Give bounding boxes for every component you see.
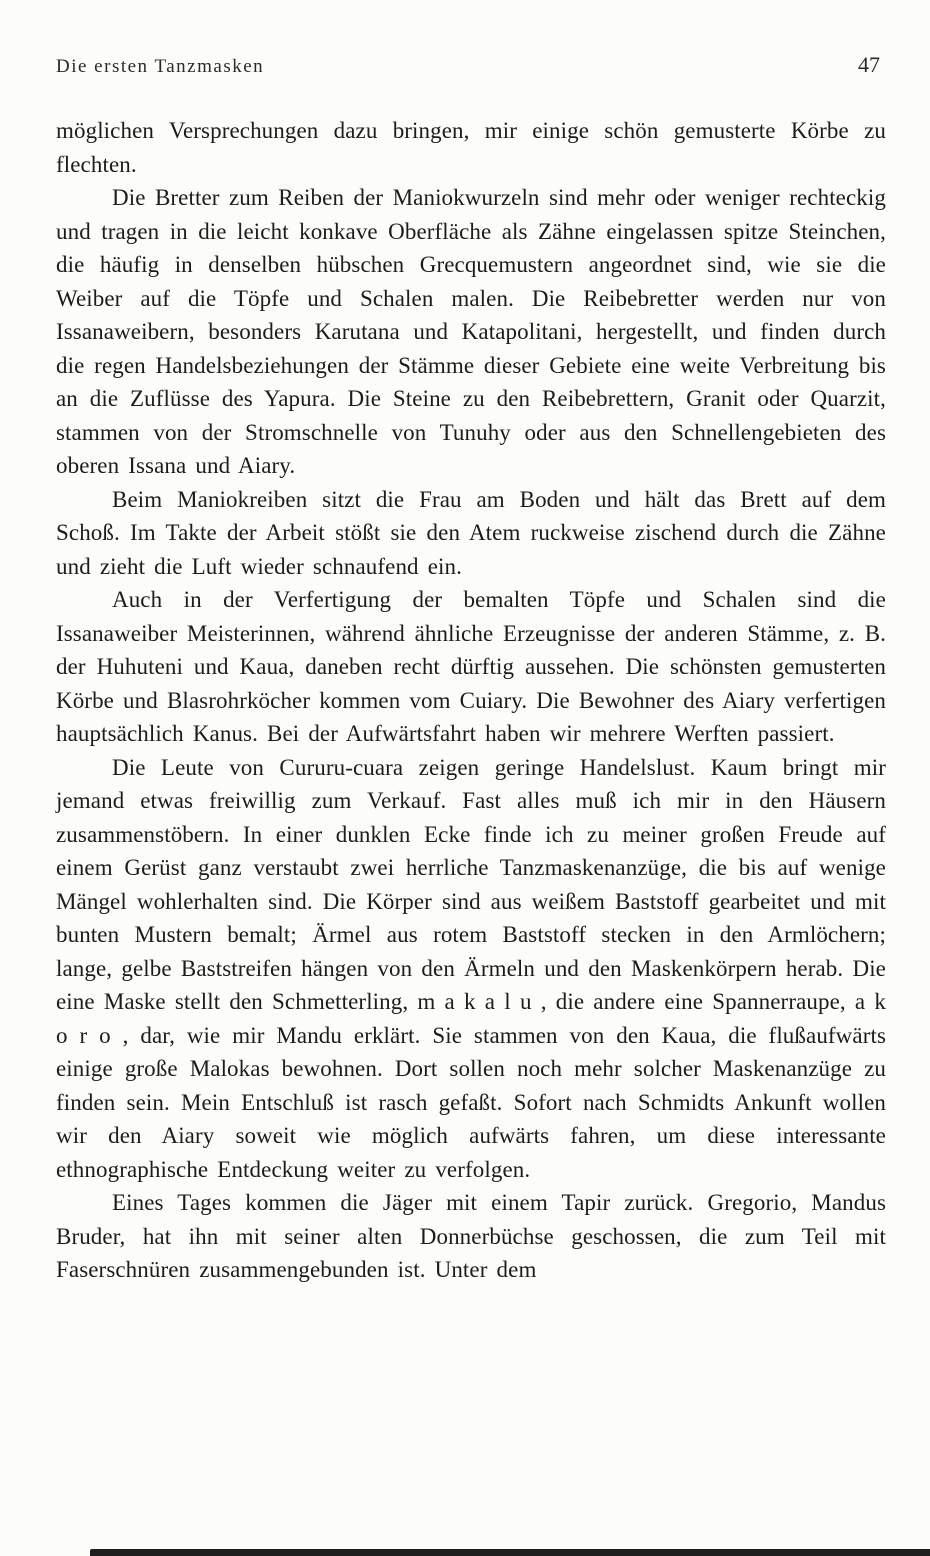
paragraph: Die Leute von Cururu-cuara zeigen geringe Handelslust. Kaum bringt mir jemand etwas freiwillig zum Verkauf. Fast alles muß ich mir in den Häusern zusammenstöbern. In einer dunklen Ecke finde ich zu meiner großen Freude auf einem Gerüst ganz verstaubt zwei herrliche Tanzmaskenanzüge, die bis auf wenige Mängel wohlerhalten sind. Die Körper sind aus weißem Baststoff gearbeitet und mit bunten Mustern bemalt; Ärmel aus rotem Baststoff stecken in den Armlöchern; lange, gelbe Baststreifen hängen von den Ärmeln und den Maskenkörpern herab. Die eine Maske stellt den Schmetterling, m a k a l u , die andere eine Spannerraupe, a k o r o , dar, wie mir Mandu erklärt. Sie stammen von den Kaua, die flußaufwärts einige große Malokas bewohnen. Dort sollen noch mehr solcher Maskenanzüge zu finden sein. Mein Entschluß ist rasch gefaßt. Sofort nach Schmidts Ankunft wollen wir den Aiary soweit wie möglich aufwärts fahren, um diese interessante ethnographische Entdeckung weiter zu verfolgen. [56, 754, 886, 1182]
text-block [56, 114, 886, 1287]
paragraph: möglichen Versprechungen dazu bringen, mir einige schön gemusterte Körbe zu flechten. [56, 118, 886, 177]
paragraph: Die Bretter zum Reiben der Maniokwurzeln sind mehr oder weniger rechteckig und tragen in die leicht konkave Oberfläche als Zähne eingelassen spitze Steinchen, die häufig in denselben hübschen Grecquemustern angeordnet sind, wie sie die Weiber auf die Töpfe und Schalen malen. Die Reibebretter werden nur von Issanaweibern, besonders Karutana und Katapolitani, hergestellt, und finden durch die regen Handelsbeziehungen der Stämme dieser Gebiete eine weite Verbreitung bis an die Zuflüsse des Yapura. Die Steine zu den Reibebrettern, Granit oder Quarzit, stammen von der Stromschnelle von Tunuhy oder aus den Schnellengebieten des oberen Issana und Aiary. [56, 185, 886, 478]
running-title: Die ersten Tanzmasken [56, 56, 265, 77]
paragraph: Eines Tages kommen die Jäger mit einem Tapir zurück. Gregorio, Mandus Bruder, hat ihn mit seiner alten Donnerbüchse geschossen, die zum Teil mit Faserschnüren zusammengebunden ist. Unter dem [56, 1190, 886, 1282]
paragraph: Auch in der Verfertigung der bemalten Töpfe und Schalen sind die Issanaweiber Meisterinnen, während ähnliche Erzeugnisse der anderen Stämme, z. B. der Huhuteni und Kaua, daneben recht dürftig aussehen. Die schönsten gemusterten Körbe und Blasrohrköcher kommen vom Cuiary. Die Bewohner des Aiary verfertigen hauptsächlich Kanus. Bei der Aufwärtsfahrt haben wir mehrere Werften passiert. [56, 587, 886, 746]
scan-edge-artifact [90, 1549, 930, 1556]
page-header [56, 52, 884, 78]
paragraph: Beim Maniokreiben sitzt die Frau am Boden und hält das Brett auf dem Schoß. Im Takte der Arbeit stößt sie den Atem ruckweise zischend durch die Zähne und zieht die Luft wieder schnaufend ein. [56, 486, 886, 579]
page-number: 47 [858, 52, 880, 77]
